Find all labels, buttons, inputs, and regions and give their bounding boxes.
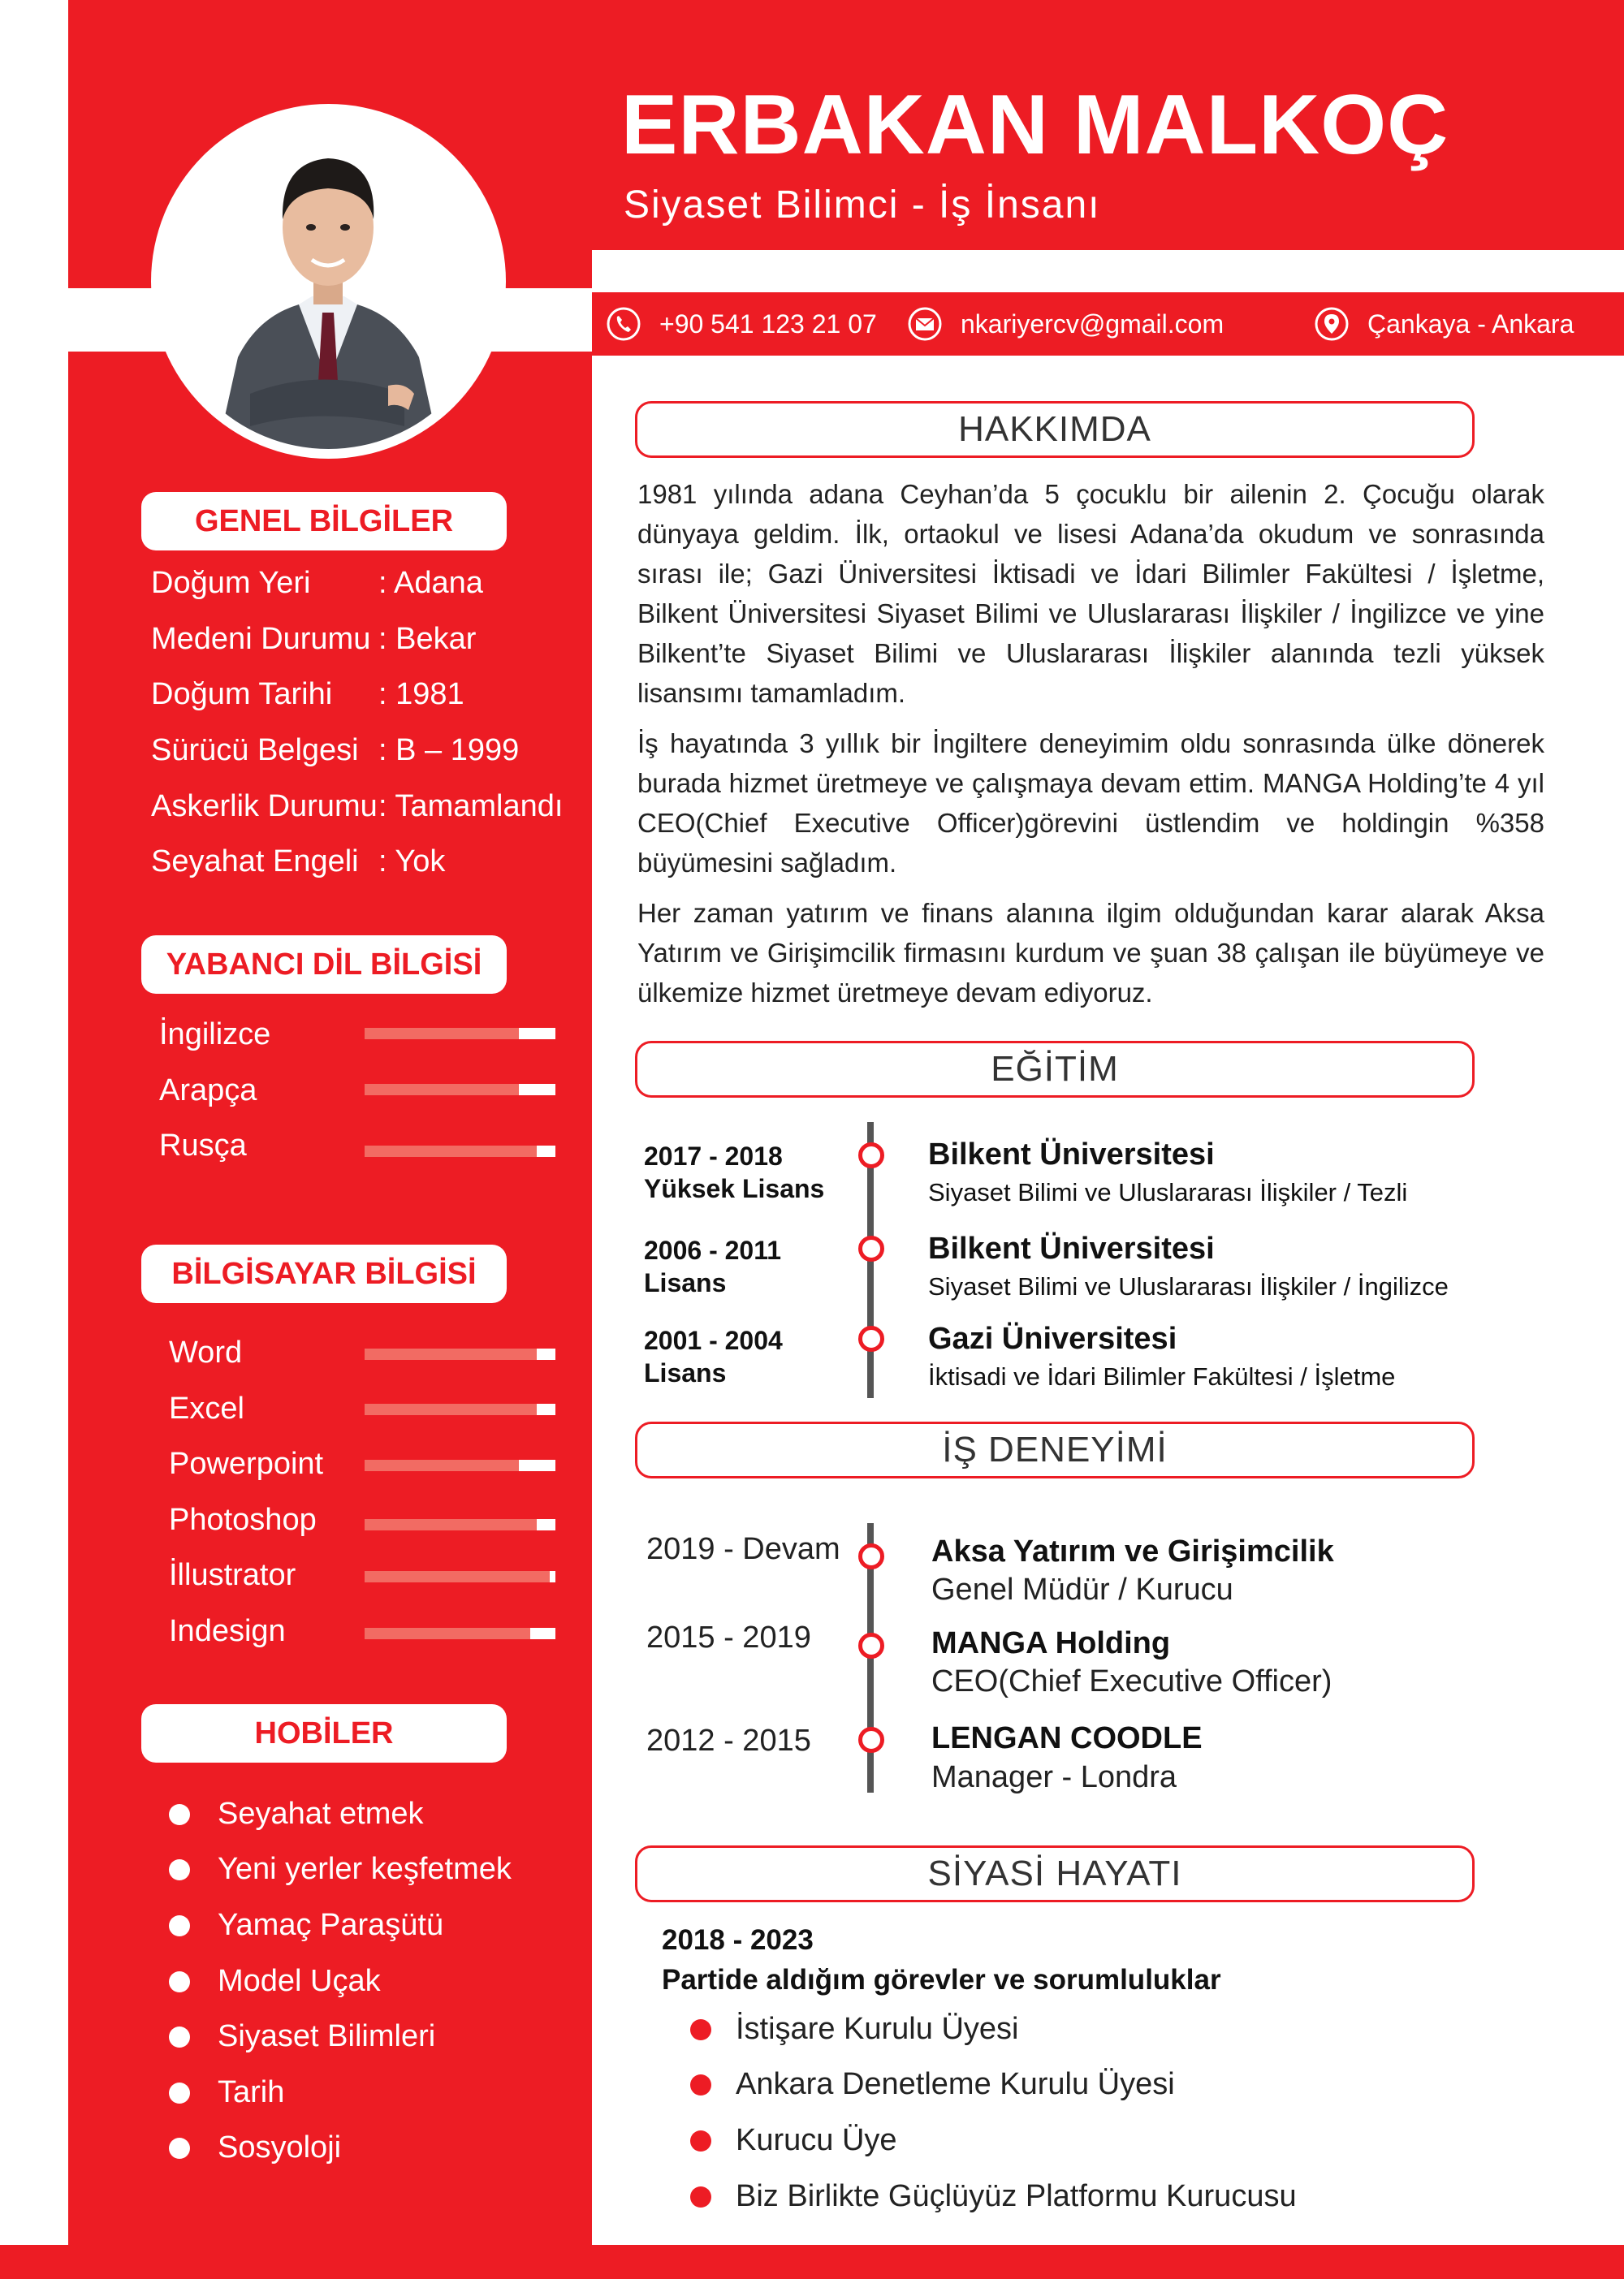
computer-skill-bar [365, 1628, 555, 1639]
language-name: Arapça [159, 1073, 257, 1107]
phone-icon [606, 306, 641, 342]
phone-text: +90 541 123 21 07 [659, 309, 877, 339]
politics-subtitle: Partide aldığım görevler ve sorumluluklar [662, 1964, 1221, 1996]
politics-item: Biz Birlikte Güçlüyüz Platformu Kurucusu [690, 2179, 1297, 2214]
location-text: Çankaya - Ankara [1367, 309, 1574, 339]
bullet-icon [169, 1859, 190, 1880]
computer-skill-bar [365, 1404, 555, 1415]
timeline-node [858, 1633, 884, 1659]
education-degree: Yüksek Lisans [644, 1174, 825, 1203]
computer-skill-bar [365, 1571, 555, 1582]
politics-years: 2018 - 2023 [662, 1924, 814, 1956]
computer-skill-name: Powerpoint [169, 1447, 324, 1481]
job-role: CEO(Chief Executive Officer) [931, 1664, 1332, 1698]
hobby-item: Sosyoloji [169, 2130, 341, 2165]
education-degree: Lisans [644, 1358, 727, 1388]
language-level-bar [365, 1084, 555, 1095]
job-company: MANGA Holding [931, 1626, 1171, 1660]
bullet-icon [169, 2026, 190, 2048]
info-label: Doğum Tarihi [151, 677, 333, 711]
experience-heading: İŞ DENEYİMİ [635, 1422, 1475, 1478]
education-years: 2006 - 2011 [644, 1236, 782, 1265]
info-value: : Adana [378, 566, 483, 600]
bullet-icon [169, 1971, 190, 1992]
bullet-icon [690, 2019, 711, 2040]
computer-skill-name: Indesign [169, 1614, 286, 1648]
computer-skill-bar [365, 1519, 555, 1530]
job-years: 2012 - 2015 [646, 1724, 811, 1758]
info-value: : Bekar [378, 622, 477, 656]
job-company: Aksa Yatırım ve Girişimcilik [931, 1534, 1334, 1569]
info-value: : Tamamlandı [378, 789, 564, 823]
hobby-item: Yamaç Paraşütü [169, 1908, 443, 1943]
contact-phone [606, 304, 877, 343]
timeline-node [858, 1236, 884, 1262]
bullet-icon [169, 1804, 190, 1825]
computer-skill-name: Excel [169, 1392, 244, 1426]
bullet-icon [690, 2186, 711, 2208]
job-role: Manager - Londra [931, 1760, 1177, 1794]
hobby-item: Siyaset Bilimleri [169, 2019, 435, 2054]
contact-location [1314, 304, 1574, 343]
info-label: Sürücü Belgesi [151, 733, 359, 767]
education-school: Bilkent Üniversitesi [928, 1137, 1215, 1172]
computer-skill-name: Word [169, 1336, 243, 1370]
hobby-item: Model Uçak [169, 1964, 381, 1999]
info-value: : 1981 [378, 677, 464, 711]
computer-skill-bar [365, 1349, 555, 1360]
job-role: Genel Müdür / Kurucu [931, 1573, 1233, 1607]
education-heading: EĞİTİM [635, 1041, 1475, 1098]
info-label: Askerlik Durumu [151, 789, 378, 823]
info-value: : B – 1999 [378, 733, 520, 767]
education-department: Siyaset Bilimi ve Uluslararası İlişkiler / İngilizce [928, 1272, 1449, 1301]
computer-skill-name: İllustrator [169, 1558, 296, 1592]
email-icon [907, 306, 943, 342]
bullet-icon [169, 2083, 190, 2104]
education-degree: Lisans [644, 1268, 727, 1297]
job-years: 2015 - 2019 [646, 1621, 811, 1655]
info-label: Seyahat Engeli [151, 844, 359, 878]
education-school: Bilkent Üniversitesi [928, 1232, 1215, 1266]
bullet-icon [690, 2074, 711, 2096]
education-department: Siyaset Bilimi ve Uluslararası İlişkiler / Tezli [928, 1178, 1408, 1206]
timeline-node [858, 1543, 884, 1569]
about-paragraph: Her zaman yatırım ve finans alanına ilgim olduğundan karar alarak Aksa Yatırım ve Girişimcilik firmasını kurdum ve şuan 38 çalışan ile büyümeye ve ülkemize hizmet üretmeye devam ediyoruz. [637, 898, 1544, 1008]
language-level-bar [365, 1146, 555, 1157]
language-name: Rusça [159, 1129, 247, 1163]
politics-heading: SİYASİ HAYATI [635, 1845, 1475, 1902]
hobby-item: Yeni yerler keşfetmek [169, 1852, 512, 1887]
computer-skill-name: Photoshop [169, 1503, 317, 1537]
bullet-icon [690, 2130, 711, 2152]
job-company: LENGAN COODLE [931, 1721, 1203, 1755]
profile-photo [161, 114, 496, 449]
info-label: Doğum Yeri [151, 566, 311, 600]
language-level-bar [365, 1028, 555, 1039]
hobbies-heading: HOBİLER [141, 1704, 507, 1763]
politics-item: Kurucu Üye [690, 2123, 897, 2158]
bullet-icon [169, 1915, 190, 1936]
about-paragraph: İş hayatında 3 yıllık bir İngiltere deneyimim oldu sonrasında ülke dönerek burada hizmet üretmeye ve çalışmaya devam ettim. MANGA Holding’te 4 yıl CEO(Chief Executive Officer)görevini üstlendim ve holdingin %358 büyümesini sağladım. [637, 728, 1544, 878]
languages-heading: YABANCI DİL BİLGİSİ [141, 935, 507, 994]
hobby-item: Tarih [169, 2075, 284, 2110]
computer-skill-bar [365, 1460, 555, 1471]
education-years: 2001 - 2004 [644, 1326, 783, 1355]
person-name: ERBAKAN MALKOÇ [621, 78, 1449, 172]
job-years: 2019 - Devam [646, 1532, 840, 1566]
bullet-icon [169, 2138, 190, 2159]
education-department: İktisadi ve İdari Bilimler Fakültesi / İşletme [928, 1362, 1396, 1391]
general-info-heading: GENEL BİLGİLER [141, 492, 507, 550]
computer-skills-heading: BİLGİSAYAR BİLGİSİ [141, 1245, 507, 1303]
education-years: 2017 - 2018 [644, 1142, 783, 1171]
person-title: Siyaset Bilimci - İş İnsanı [624, 183, 1101, 227]
timeline-node [858, 1142, 884, 1168]
timeline-node [858, 1727, 884, 1753]
bottom-bar [0, 2245, 1624, 2279]
contact-email [907, 304, 1224, 343]
timeline-node [858, 1326, 884, 1352]
hobby-item: Seyahat etmek [169, 1797, 423, 1832]
about-paragraph: 1981 yılında adana Ceyhan’da 5 çocuklu bir ailenin 2. Çocuğu olarak dünyaya geldim. İlk, ortaokul ve lisesi Adana’da okudum ve sonrasında sırası ile; Gazi Üniversitesi İktisadi ve İdari Bilimler Fakültesi / İşletme, Bilkent Üniversitesi Siyaset Bilimi ve Uluslararası İlişkiler / İngilizce ve yine Bilkent’te Siyaset Bilimi ve Uluslararası İlişkiler alanında tezli yüksek lisansımı tamamladım. [637, 479, 1544, 708]
about-heading: HAKKIMDA [635, 401, 1475, 458]
language-name: İngilizce [159, 1017, 271, 1051]
location-pin-icon [1314, 306, 1350, 342]
info-value: : Yok [378, 844, 446, 878]
education-school: Gazi Üniversitesi [928, 1322, 1177, 1356]
politics-item: İstişare Kurulu Üyesi [690, 2012, 1018, 2047]
politics-item: Ankara Denetleme Kurulu Üyesi [690, 2067, 1175, 2102]
email-text: nkariyercv@gmail.com [961, 309, 1224, 339]
info-label: Medeni Durumu [151, 622, 371, 656]
